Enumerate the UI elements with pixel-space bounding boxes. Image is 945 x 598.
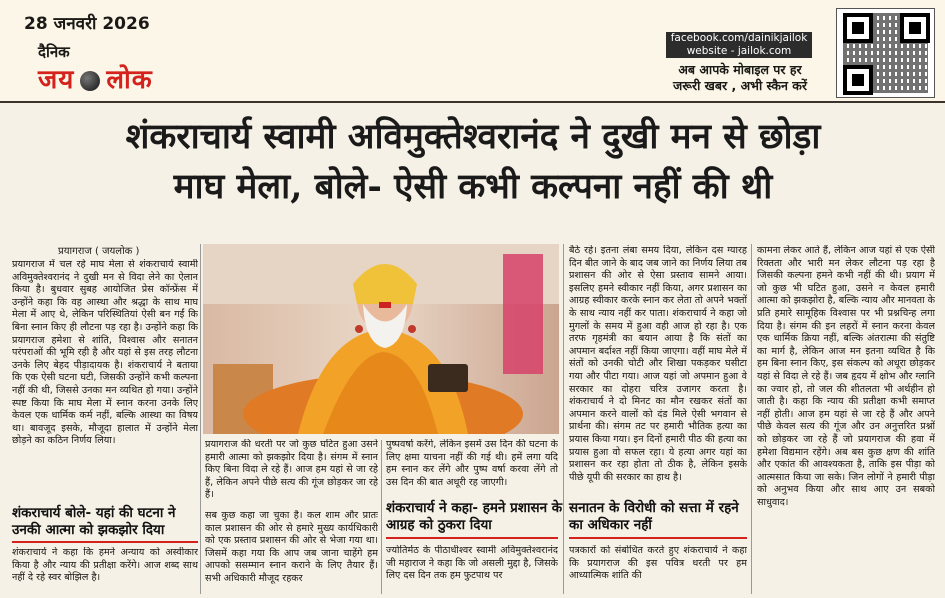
column1-body: प्रयागराज में चल रहे माघ मेला से शंकराचार्य स्वामी अविमुक्तेश्वरानंद ने दुखी मन से विदा लेने का ऐलान किया है। बुधवार सुबह आयोजित प्रेस कॉन्फ्रेंस में उन्होंने कहा कि वह आस्था और श्रद्धा के साथ माघ मेला में आए थे, लेकिन परिस्थितियां ऐसी बन गईं कि बिना स्नान किए ही लौटना पड़ रहा है। उन्होंने कहा कि प्रयागराज हमेशा से शांति, विश्वास और सनातन परंपराओं की भूमि रही है और यहां से इस तरह लौटना उनके लिए बेहद पीड़ादायक है। शंकराचार्य ने बताया कि एक ऐसी घटना घटी, जिसकी उन्होंने कभी कल्पना नहीं की थी, जिससे उनका मन व्यथित हो गया। उन्होंने स्पष्ट किया कि माघ मेला में स्नान करना उनके लिए केवल एक धार्मिक कर्म नहीं, बल्कि आस्था का विषय था। बावजूद इसके, मौजूदा हालात में उन्होंने मेला छोड़ने का कठिन निर्णय लिया। xyxy=(12,259,198,447)
column3-body: पुष्पवर्षा करेंगे, लेकिन इसमें उस दिन की घटना के लिए क्षमा याचना नहीं की गई थी। हमें लगा यदि हम स्नान कर लेंगे और पुष्प वर्षा करवा लेंगे तो उस दिन की बात अधूरी रह जाएगी। xyxy=(386,439,558,488)
facebook-link[interactable]: facebook.com/dainikjailok xyxy=(670,32,808,44)
dateline: प्रयागराज ( जयलोक ) xyxy=(58,246,140,257)
column5-body: कामना लेकर आते हैं, लेकिन आज यहां से एक ऐसी रिक्तता और भारी मन लेकर लौटना पड़ रहा है जिसकी कल्पना हमने कभी नहीं की थी। प्रयाग में जो कुछ भी घटित हुआ, उसने न केवल हमारी आत्मा को झकझोरा है, बल्कि न्याय और मानवता के प्रति हमारे सामूहिक विश्वास पर भी प्रश्नचिन्ह लगा दिया है। संगम की इन लहरों में स्नान करना केवल एक धार्मिक क्रिया नहीं, बल्कि अंतरात्मा की संतुष्टि का मार्ग है, लेकिन आज मन इतना व्यथित है कि हम बिना स्नान किए, इस संकल्प को अधूरा छोड़कर यहां से विदा ले रहे हैं। जब हृदय में क्षोभ और ग्लानि का ज्वार हो, तो जल की शीतलता भी अर्थहीन हो जाती है। कहा कि न्याय की प्रतीक्षा कभी समाप्त नहीं होती। आज हम यहां से जा रहे हैं और अपने पीछे केवल सत्य की गूंज और उन अनुत्तरित प्रश्नों को छोड़कर जा रहे हैं जो प्रयागराज की हवा में हमेशा विद्यमान रहेंगे। अब बस कुछ क्षण की शांति और एकांत की आवश्यकता है, ताकि इस पीड़ा को आत्मसात किया जा सके। जिन लोगों ने हमारी पीड़ा को अनुभव किया और साथ आए उन सबको साधुवाद। xyxy=(757,245,935,508)
column-divider xyxy=(563,244,564,594)
column3-body2: ज्योतिर्मठ के पीठाधीश्वर स्वामी अविमुक्तेश्वरानंद जी महाराज ने कहा कि जो असली मुद्दा है, जिसके लिए दस दिन तक हम फुटपाथ पर xyxy=(386,545,558,582)
column2-body: प्रयागराज की धरती पर जो कुछ घटित हुआ उसने हमारी आत्मा को झकझोर दिया है। संगम में स्नान किए बिना विदा ले रहे हैं। आज हम यहां से जा रहे हैं, लेकिन अपने पीछे सत्य की गूंज छोड़कर जा रहे हैं। xyxy=(205,439,378,501)
column2-body2: सब कुछ कहा जा चुका है। कल शाम और प्रातः काल प्रशासन की ओर से हमारे मुख्य कार्यधिकारी को एक प्रस्ताव प्रशासन की ओर से भेजा गया था। जिसमें कहा गया कि आप जब जाना चाहेंगे हम आपको ससम्मान स्नान कराने के लिए तैयार हैं। सभी अधिकारी मौजूद रहकर xyxy=(205,510,378,584)
column1-subhead: शंकराचार्य बोले- यहां की घटना ने उनकी आत्मा को झकझोर दिया xyxy=(12,505,176,538)
subhead-underline xyxy=(569,537,747,539)
column1-body2: शंकराचार्य ने कहा कि हमने अन्याय को अस्वीकार किया है और न्याय की प्रतीक्षा करेंगे। आज शब्द साथ नहीं दे रहे स्वर बोझिल है। xyxy=(12,547,198,584)
column-divider xyxy=(200,244,201,594)
logo-word-1: जय xyxy=(38,65,75,95)
column3-subhead: शंकराचार्य ने कहा- हमने प्रशासन के आग्रह को ठुकरा दिया xyxy=(386,500,563,533)
subhead-underline xyxy=(12,541,198,543)
edition-date: 28 जनवरी 2026 xyxy=(24,14,150,34)
social-box xyxy=(666,32,812,58)
column4-subhead: सनातन के विरोधी को सत्ता में रहने का अधिकार नहीं xyxy=(569,500,739,533)
logo-ball-icon xyxy=(80,71,100,91)
qr-code-icon[interactable] xyxy=(836,8,935,98)
headline xyxy=(8,112,938,212)
subhead-underline xyxy=(386,537,558,539)
mobile-promo-line1: अब आपके मोबाइल पर हर xyxy=(678,62,802,77)
column-divider xyxy=(381,440,382,594)
column4-body2: पत्रकारों को संबोधित करते हुए शंकराचार्य ने कहा कि प्रयागराज की इस पवित्र धरती पर हम आध्यात्मिक शांति की xyxy=(569,545,747,582)
website-link[interactable]: website - jailok.com xyxy=(686,45,792,57)
photo-shankaracharya xyxy=(203,244,559,434)
paper-prefix: दैनिक xyxy=(38,43,70,61)
headline-line2: माघ मेला, बोले- ऐसी कभी कल्पना नहीं की थी xyxy=(173,166,773,207)
mobile-promo-line2: जरूरी खबर , अभी स्कैन करें xyxy=(672,78,807,93)
mobile-promo xyxy=(650,62,830,94)
masthead xyxy=(0,0,945,103)
logo-word-2: लोक xyxy=(106,65,153,95)
column-divider xyxy=(751,244,752,594)
paper-logo xyxy=(38,60,153,96)
column4-body: बैठे रहे। इतना लंबा समय दिया, लेकिन दस ग्यारह दिन बीत जाने के बाद जब जाने का निर्णय लिया तब प्रशासन की ओर से ऐसा प्रस्ताव सामने आया। इसलिए हमने स्वीकार नहीं किया, अगर प्रशासन का आग्रह स्वीकार करके स्नान कर लेता तो अपने भक्तों के साथ न्याय नहीं कर पाता। शंकराचार्य ने कहा जो मुगलों के समय में हुआ वही आज हो रहा है। एक तरफ गृहमंत्री का बयान आया है कि संतों का अपमान बर्दाश्त नहीं किया जाएगा। वहीं माघ मेले में संतों को उनकी चोटी और शिखा पकड़कर घसीटा गया और पीटा गया। आज यहां जो अपमान हुआ वे सरकार का दोहरा चरित्र उजागर करता है। शंकराचार्य ने दो मिनट का मौन रखकर संतों का अपमान करने वालों को दंड मिले ऐसी भगवान से प्रार्थना की। संगम तट पर हमारी भौतिक हत्या का प्रयास किया गया। इन दिनों हमारी पीठ की हत्या का प्रयास हुआ वो सफल रहा। ये हत्या अगर यहां का प्रशासन कर रहा होता तो ठीक है, लेकिन इसके पीछे यूपी की सरकार का हाथ है। xyxy=(569,245,747,483)
headline-line1: शंकराचार्य स्वामी अविमुक्तेश्वरानंद ने दुखी मन से छोड़ा xyxy=(125,116,821,157)
